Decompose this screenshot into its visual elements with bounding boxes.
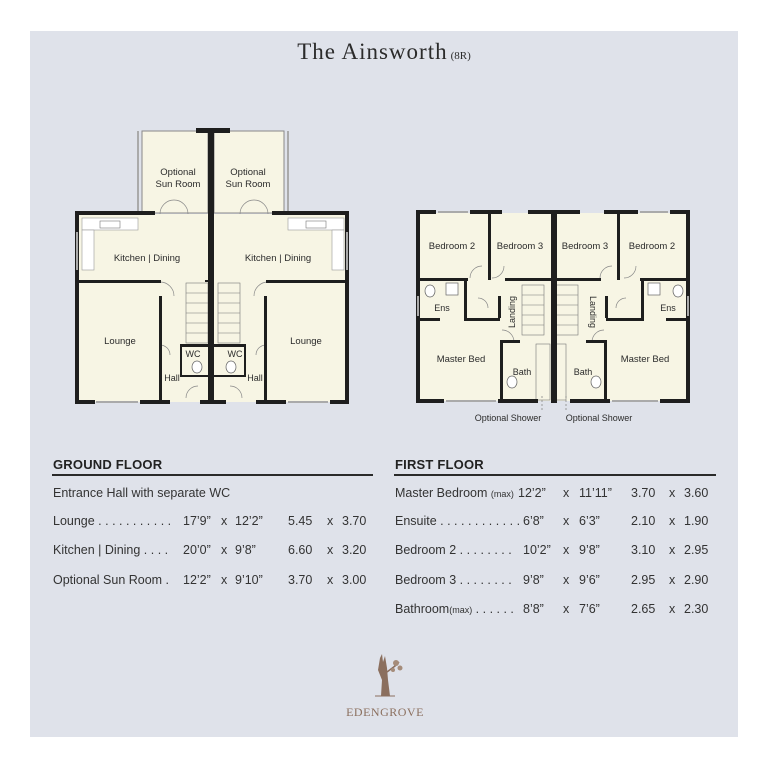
room-imperial-length: 11’11” xyxy=(579,486,612,500)
room-x: x xyxy=(221,543,228,557)
room-imperial-length: 6’3” xyxy=(579,514,600,528)
ground-row-kitchen xyxy=(53,543,373,559)
label-sun-room-left-1: Optional xyxy=(160,167,196,178)
label-wc-right: WC xyxy=(227,349,243,359)
first-row-bedroom3 xyxy=(395,573,715,589)
first-row-master xyxy=(395,486,715,502)
label-master-right: Master Bed xyxy=(620,354,670,365)
room-name: Bedroom 3 . . . . . . . . xyxy=(395,573,512,587)
room-imperial-length: 9’8” xyxy=(235,543,256,557)
room-name: Master Bedroom (max) xyxy=(395,486,514,500)
room-imperial-length: 7’6” xyxy=(579,602,600,616)
room-x2: x xyxy=(669,602,676,616)
label-kitchen-left: Kitchen | Dining xyxy=(113,253,181,264)
room-imperial-width: 17’9” xyxy=(183,514,211,528)
label-landing-right: Landing xyxy=(588,295,598,329)
first-floor-plan xyxy=(416,210,690,423)
room-metric-length: 2.90 xyxy=(684,573,709,587)
room-metric-width: 3.70 xyxy=(288,573,313,587)
label-bath-left: Bath xyxy=(512,367,532,377)
room-x2: x xyxy=(327,514,334,528)
room-x2: x xyxy=(327,573,334,587)
label-master-left: Master Bed xyxy=(436,354,486,365)
room-x2: x xyxy=(669,486,676,500)
edengrove-logo xyxy=(330,650,440,720)
first-row-ensuite xyxy=(395,514,715,530)
room-name: Optional Sun Room . xyxy=(53,573,170,587)
room-imperial-length: 9’10” xyxy=(235,573,263,587)
label-sun-room-left-2: Sun Room xyxy=(155,179,201,190)
room-imperial-length: 9’6” xyxy=(579,573,600,587)
first-row-bathroom xyxy=(395,602,715,618)
room-metric-width: 2.95 xyxy=(631,573,656,587)
room-imperial-length: 12’2” xyxy=(235,514,263,528)
label-sun-room-right-1: Optional xyxy=(230,167,266,178)
room-metric-width: 3.70 xyxy=(631,486,656,500)
room-metric-length: 3.00 xyxy=(342,573,367,587)
room-x: x xyxy=(563,573,570,587)
ground-intro xyxy=(53,486,373,502)
ground-row-lounge xyxy=(53,514,373,530)
room-x2: x xyxy=(669,543,676,557)
room-metric-width: 3.10 xyxy=(631,543,656,557)
label-bed3-right: Bedroom 3 xyxy=(561,241,609,252)
room-imperial-width: 20’0” xyxy=(183,543,211,557)
label-hall-left: Hall xyxy=(164,373,180,383)
ground-floor-rule xyxy=(52,474,373,476)
ground-floor-heading: GROUND FLOOR xyxy=(53,457,163,472)
room-name: Bathroom(max) . . . . . . xyxy=(395,602,514,616)
label-optional-shower-left: Optional Shower xyxy=(474,413,542,423)
label-hall-right: Hall xyxy=(247,373,263,383)
label-bed2-left: Bedroom 2 xyxy=(428,241,476,252)
room-x2: x xyxy=(327,543,334,557)
label-landing-left: Landing xyxy=(507,295,517,329)
room-metric-length: 2.95 xyxy=(684,543,709,557)
room-metric-length: 1.90 xyxy=(684,514,709,528)
logo-wordmark: EDENGROVE xyxy=(346,705,424,719)
tree-stump-icon xyxy=(365,650,405,698)
ground-floor-plan xyxy=(75,128,349,404)
room-x: x xyxy=(563,514,570,528)
room-name: Bedroom 2 . . . . . . . . xyxy=(395,543,512,557)
label-bath-right: Bath xyxy=(573,367,593,377)
label-ens-right: Ens xyxy=(660,303,676,313)
room-x: x xyxy=(563,486,570,500)
room-x: x xyxy=(221,573,228,587)
label-lounge-right: Lounge xyxy=(290,336,322,347)
house-code: (8R) xyxy=(450,50,471,62)
room-imperial-width: 12’2” xyxy=(183,573,211,587)
label-lounge-left: Lounge xyxy=(104,336,136,347)
room-metric-length: 2.30 xyxy=(684,602,709,616)
room-imperial-width: 6’8” xyxy=(523,514,544,528)
room-imperial-width: 12’2” xyxy=(518,486,546,500)
room-name: Lounge . . . . . . . . . . . xyxy=(53,514,172,528)
label-kitchen-right: Kitchen | Dining xyxy=(244,253,312,264)
room-x2: x xyxy=(669,573,676,587)
room-metric-width: 2.10 xyxy=(631,514,656,528)
room-imperial-width: 9’8” xyxy=(523,573,544,587)
room-imperial-width: 10’2” xyxy=(523,543,551,557)
room-x: x xyxy=(563,543,570,557)
label-sun-room-right-2: Sun Room xyxy=(225,179,271,190)
label-optional-shower-right: Optional Shower xyxy=(565,413,633,423)
room-metric-length: 3.70 xyxy=(342,514,367,528)
room-x: x xyxy=(563,602,570,616)
room-x2: x xyxy=(669,514,676,528)
label-bed2-right: Bedroom 2 xyxy=(628,241,676,252)
label-ens-left: Ens xyxy=(434,303,450,313)
room-name: Kitchen | Dining . . . . xyxy=(53,543,169,557)
first-row-bedroom2 xyxy=(395,543,715,559)
room-imperial-width: 8’8” xyxy=(523,602,544,616)
room-imperial-length: 9’8” xyxy=(579,543,600,557)
room-metric-width: 5.45 xyxy=(288,514,313,528)
room-x: x xyxy=(221,514,228,528)
room-metric-length: 3.60 xyxy=(684,486,709,500)
first-floor-heading: FIRST FLOOR xyxy=(395,457,484,472)
ground-row-sunroom xyxy=(53,573,373,589)
room-name: Ensuite . . . . . . . . . . . . xyxy=(395,514,521,528)
room-metric-width: 2.65 xyxy=(631,602,656,616)
label-bed3-left: Bedroom 3 xyxy=(496,241,544,252)
ground-intro-text: Entrance Hall with separate WC xyxy=(53,486,231,500)
room-metric-width: 6.60 xyxy=(288,543,313,557)
room-metric-length: 3.20 xyxy=(342,543,367,557)
label-wc-left: WC xyxy=(185,349,201,359)
first-floor-rule xyxy=(394,474,716,476)
house-name: The Ainsworth xyxy=(297,39,448,64)
